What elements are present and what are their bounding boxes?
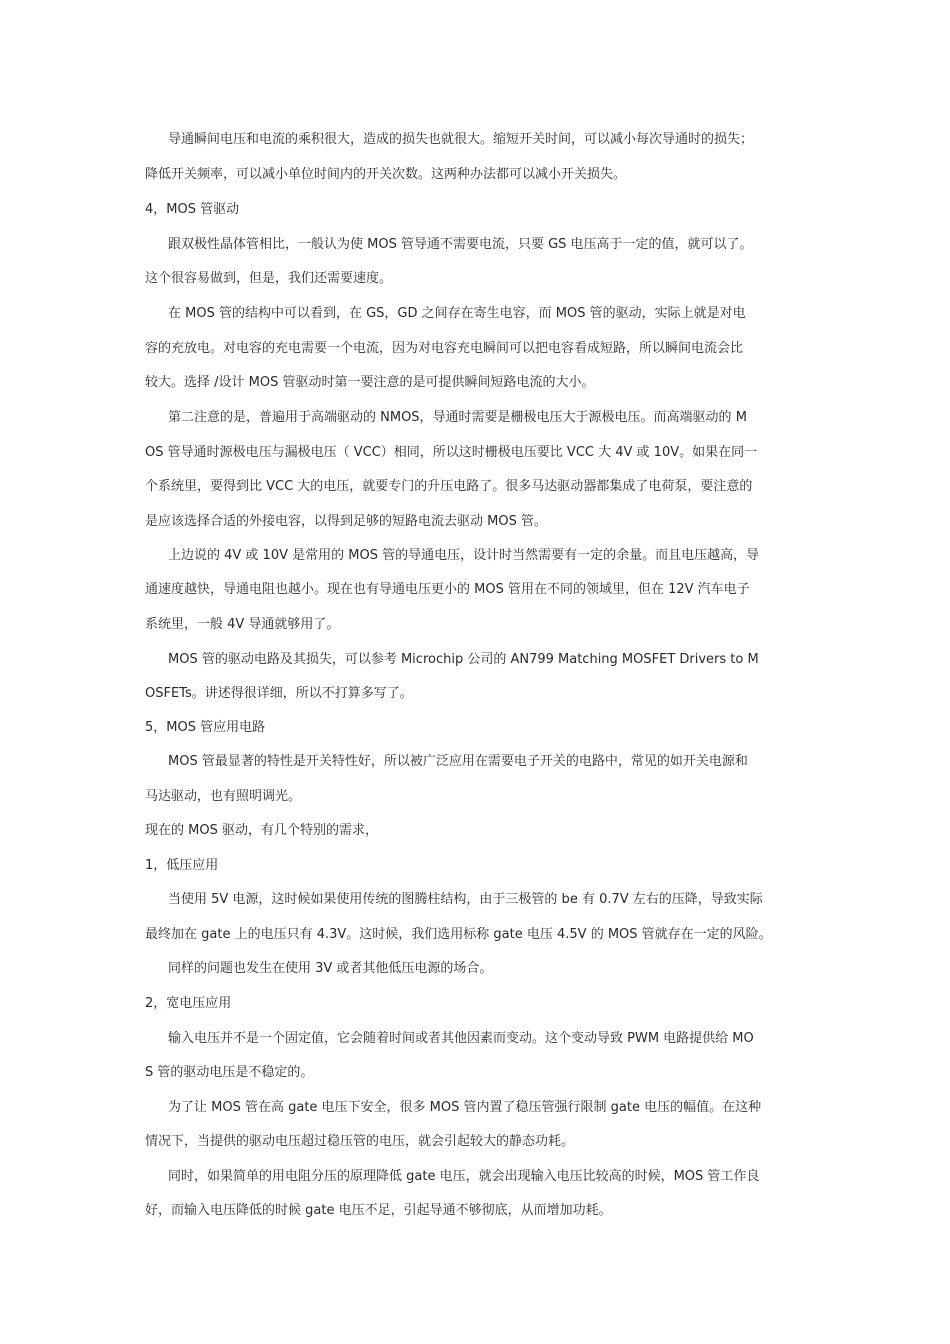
text-line: 是应该选择合适的外接电容，以得到足够的短路电流去驱动 MOS 管。 bbox=[145, 514, 547, 529]
text-line: 第二注意的是，普遍用于高端驱动的 NMOS，导通时需要是栅极电压大于源极电压。而高端驱动的 M bbox=[168, 410, 747, 425]
text-line: OS 管导通时源极电压与漏极电压（ VCC）相同，所以这时栅极电压要比 VCC 大 4V 或 10V。如果在同一 bbox=[145, 445, 758, 460]
text-line: 同时，如果简单的用电阻分压的原理降低 gate 电压，就会出现输入电压比较高的时候，MOS 管工作良 bbox=[168, 1169, 760, 1184]
text-line: 现在的 MOS 驱动，有几个特别的需求， bbox=[145, 823, 378, 838]
text-line: 在 MOS 管的结构中可以看到，在 GS，GD 之间存在寄生电容，而 MOS 管的驱动，实际上就是对电 bbox=[168, 306, 746, 321]
text-line: 系统里，一般 4V 导通就够用了。 bbox=[145, 617, 340, 632]
subsection-heading: 2，宽电压应用 bbox=[145, 996, 232, 1011]
text-line: S 管的驱动电压是不稳定的。 bbox=[145, 1065, 314, 1080]
text-line: MOS 管的驱动电路及其损失，可以参考 Microchip 公司的 AN799 Matching MOSFET Drivers to M bbox=[168, 652, 759, 667]
text-line: 导通瞬间电压和电流的乘积很大，造成的损失也就很大。缩短开关时间，可以减小每次导通时的损失； bbox=[168, 132, 754, 147]
section-heading: 5，MOS 管应用电路 bbox=[145, 720, 266, 735]
subsection-heading: 1，低压应用 bbox=[145, 858, 219, 873]
text-line: 输入电压并不是一个固定值，它会随着时间或者其他因素而变动。这个变动导致 PWM 电路提供给 MO bbox=[168, 1031, 754, 1046]
text-line: 上边说的 4V 或 10V 是常用的 MOS 管的导通电压，设计时当然需要有一定的余量。而且电压越高，导 bbox=[168, 548, 760, 563]
text-line: 当使用 5V 电源，这时候如果使用传统的图腾柱结构，由于三极管的 be 有 0.7V 左右的压降，导致实际 bbox=[168, 892, 763, 907]
text-line: 容的充放电。对电容的充电需要一个电流，因为对电容充电瞬间可以把电容看成短路，所以瞬间电流会比 bbox=[145, 341, 744, 356]
text-line: 为了让 MOS 管在高 gate 电压下安全，很多 MOS 管内置了稳压管强行限制 gate 电压的幅值。在这种 bbox=[168, 1100, 762, 1115]
text-line: 降低开关频率，可以减小单位时间内的开关次数。这两种办法都可以减小开关损失。 bbox=[145, 167, 627, 182]
text-line: MOS 管最显著的特性是开关特性好，所以被广泛应用在需要电子开关的电路中，常见的如开关电源和 bbox=[168, 754, 748, 769]
text-line: 通速度越快，导通电阻也越小。现在也有导通电压更小的 MOS 管用在不同的领域里，但在 12V 汽车电子 bbox=[145, 582, 750, 597]
text-line: 好，而输入电压降低的时候 gate 电压不足，引起导通不够彻底，从而增加功耗。 bbox=[145, 1203, 612, 1218]
text-line: 马达驱动，也有照明调光。 bbox=[145, 789, 302, 804]
text-line: 这个很容易做到，但是，我们还需要速度。 bbox=[145, 271, 393, 286]
section-heading: 4，MOS 管驱动 bbox=[145, 202, 240, 217]
text-line: 跟双极性晶体管相比，一般认为使 MOS 管导通不需要电流，只要 GS 电压高于一定的值，就可以了。 bbox=[168, 237, 753, 252]
text-line: 最终加在 gate 上的电压只有 4.3V。这时候，我们选用标称 gate 电压 4.5V 的 MOS 管就存在一定的风险。 bbox=[145, 927, 772, 942]
text-line: 较大。选择 /设计 MOS 管驱动时第一要注意的是可提供瞬间短路电流的大小。 bbox=[145, 375, 595, 390]
text-line: OSFETs。讲述得很详细，所以不打算多写了。 bbox=[145, 686, 413, 701]
text-line: 个系统里，要得到比 VCC 大的电压，就要专门的升压电路了。很多马达驱动器都集成了电荷泵，要注意的 bbox=[145, 479, 753, 494]
text-line: 情况下，当提供的驱动电压超过稳压管的电压，就会引起较大的静态功耗。 bbox=[145, 1134, 575, 1149]
text-line: 同样的问题也发生在使用 3V 或者其他低压电源的场合。 bbox=[168, 961, 493, 976]
